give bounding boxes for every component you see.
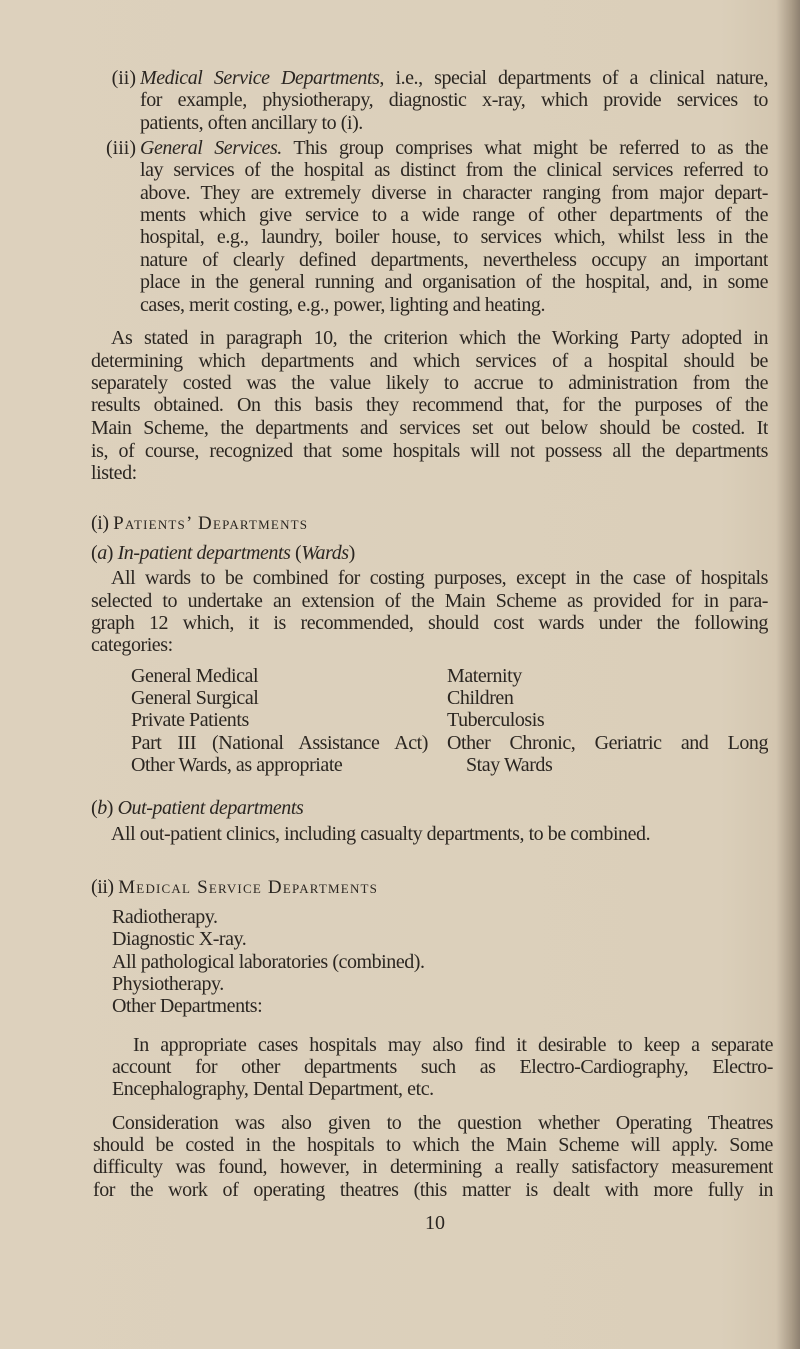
paragraph-line: Main Scheme, the departments and services set out below should be costed. It (91, 417, 768, 439)
subheading-marker: a (97, 542, 107, 564)
ward-category: Maternity (447, 665, 522, 687)
ward-category: General Medical (131, 665, 259, 687)
subheading-marker: b (97, 797, 107, 819)
paragraph-line: listed: (91, 462, 137, 484)
ward-category: Other Wards, as appropriate (131, 754, 343, 776)
section-heading-patients (91, 512, 491, 535)
ward-category: Private Patients (131, 709, 249, 731)
paragraph-line: difficulty was found, however, in determining a really satisfactory measurement (93, 1156, 773, 1178)
department-item: Radiotherapy. (112, 906, 218, 928)
paren: ( (290, 542, 302, 564)
department-item: Other Departments: (112, 995, 263, 1017)
paragraph-line: graph 12 which, it is recommended, should cost wards under the following (91, 612, 768, 634)
ward-category: Tuberculosis (447, 709, 545, 731)
paragraph-line: determining which departments and which services of a hospital should be (91, 350, 768, 372)
subheading-inpatient (91, 542, 491, 565)
department-item: Physiotherapy. (112, 973, 224, 995)
paragraph-line: In appropriate cases hospitals may also find it desirable to keep a separate (133, 1034, 773, 1056)
paragraph-line: Consideration was also given to the question whether Operating Theatres (112, 1112, 773, 1134)
page-number: 10 (425, 1212, 445, 1234)
paragraph-line: account for other departments such as Electro-Cardiography, Electro- (112, 1056, 773, 1078)
section-iii-line: lay services of the hospital as distinct from the clinical services referred to (140, 159, 768, 181)
section-iii-title: General Services. (140, 137, 282, 159)
ward-category: General Surgical (131, 687, 259, 709)
heading-marker: (i) (91, 512, 109, 534)
paragraph-line: separately costed was the value likely to accrue to administration from the (91, 372, 768, 394)
heading-text: Patients’ Departments (113, 513, 309, 534)
paren: ) (348, 542, 355, 564)
paren: ( (91, 542, 98, 564)
section-heading-medical-service (91, 876, 541, 899)
list-marker: (ii) (111, 67, 136, 89)
heading-marker: (ii) (91, 876, 114, 898)
subheading-sub: Wards (301, 542, 349, 564)
paren: ) (106, 797, 113, 819)
ward-category: Children (447, 687, 514, 709)
paragraph-line: All out-patient clinics, including casualty departments, to be combined. (111, 823, 651, 845)
section-ii-title: Medical Service Departments (140, 67, 380, 89)
section-iii-line: place in the general running and organisation of the hospital, and, in some (140, 271, 768, 293)
paren: ( (91, 797, 98, 819)
section-iii-line: hospital, e.g., laundry, boiler house, to services which, whilst less in the (140, 226, 768, 248)
subheading-outpatient (91, 797, 491, 820)
text: , i.e., special departments of a clinical nature, (379, 67, 768, 89)
heading-text: Medical Service Departments (118, 877, 379, 898)
ward-category: Stay Wards (466, 754, 553, 776)
department-item: Diagnostic X-ray. (112, 928, 247, 950)
subheading-title: Out-patient departments (117, 797, 304, 819)
section-ii-line: for example, physiotherapy, diagnostic x-ray, which provide services to (140, 89, 768, 111)
section-ii-line: patients, often ancillary to (i). (140, 112, 363, 134)
section-ii-line (140, 67, 768, 90)
paren: ) (106, 542, 113, 564)
text: This group comprises what might be referred to as the (281, 137, 768, 159)
section-iii-line (140, 137, 768, 160)
section-iii-line: ments which give service to a wide range of other departments of the (140, 204, 768, 226)
paragraph-line: selected to undertake an extension of the Main Scheme as provided for in para- (91, 590, 768, 612)
section-iii-line: above. They are extremely diverse in character ranging from major depart- (140, 182, 768, 204)
paragraph-line: for the work of operating theatres (this matter is dealt with more fully in (93, 1179, 773, 1201)
list-marker: (iii) (106, 137, 136, 159)
paragraph-line: categories: (91, 634, 173, 656)
ward-category: Part III (National Assistance Act) (131, 732, 428, 754)
department-item: All pathological laboratories (combined). (112, 951, 425, 973)
section-iii-line: cases, merit costing, e.g., power, lighting and heating. (140, 294, 546, 316)
subheading-title: In-patient departments (117, 542, 291, 564)
ward-category: Other Chronic, Geriatric and Long (447, 732, 768, 754)
paragraph-line: Encephalography, Dental Department, etc. (112, 1078, 434, 1100)
paragraph-line: is, of course, recognized that some hospitals will not possess all the departments (91, 440, 768, 462)
paragraph-line: should be costed in the hospitals to which the Main Scheme will apply. Some (93, 1134, 773, 1156)
paragraph-line: As stated in paragraph 10, the criterion which the Working Party adopted in (111, 327, 768, 349)
paragraph-line: All wards to be combined for costing purposes, except in the case of hospitals (111, 567, 768, 589)
section-iii-line: nature of clearly defined departments, nevertheless occupy an important (140, 249, 768, 271)
paragraph-line: results obtained. On this basis they recommend that, for the purposes of the (91, 394, 768, 416)
